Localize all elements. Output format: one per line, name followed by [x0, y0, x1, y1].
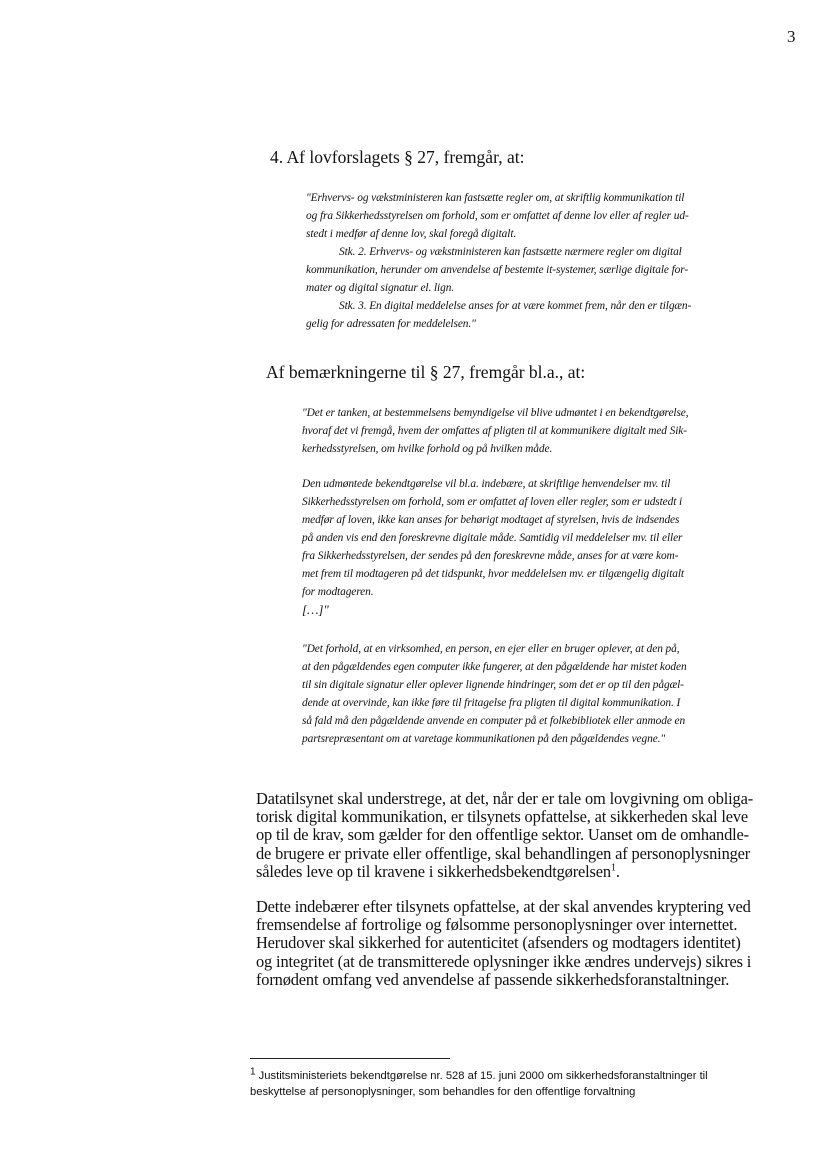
quote-line: "Erhvervs- og vækstministeren kan fastsætte regler om, at skriftlig kommunikation til: [306, 192, 685, 204]
quote-line: på anden vis end den foreskrevne digitale måde. Samtidig vil meddelelser mv. til eller: [302, 532, 683, 544]
quote-line: kommunikation, herunder om anvendelse af bestemte it-systemer, særlige digitale for-: [306, 264, 689, 276]
body-line: Datatilsynet skal understrege, at det, når der er tale om lovgivning om obliga-: [256, 789, 754, 808]
body-text: [256, 790, 791, 989]
body-line-end: .: [615, 861, 620, 881]
body-line: [256, 863, 791, 881]
quote-line: gelig for adressaten for meddelelsen.": [306, 318, 476, 330]
body-line: Herudover skal sikkerhed for autenticitet (afsenders og modtagers identitet): [256, 933, 741, 953]
section-4-heading: 4. Af lovforslagets § 27, fremgår, at:: [270, 147, 525, 167]
quote-line: stedt i medfør af denne lov, skal foregå digitalt.: [306, 228, 517, 240]
quote-line: Stk. 3. En digital meddelelse anses for at være kommet frem, når den er tilgæn-: [339, 300, 692, 312]
quote-line: at den pågældendes egen computer ikke fungerer, at den pågældende har mistet koden: [302, 661, 687, 673]
quote-line: og fra Sikkerhedsstyrelsen om forhold, som er omfattet af denne lov eller af regler ud-: [306, 210, 689, 222]
body-line: fremsendelse af fortrolige og følsomme personoplysninger over internettet.: [256, 915, 738, 935]
body-line: og integritet (at de transmitterede oplysninger ikke ændres undervejs) sikres i: [256, 951, 752, 971]
quote-line: Sikkerhedsstyrelsen om forhold, som er omfattet af loven eller regler, som er udstedt i: [302, 496, 683, 508]
law-quote: [306, 189, 796, 333]
quote-line: mater og digital signatur el. lign.: [306, 282, 455, 294]
quote-line: fra Sikkerhedsstyrelsen, der sendes på den foreskrevne måde, anses for at være kom-: [302, 550, 679, 562]
body-line: de brugere er private eller offentlige, skal behandlingen af personoplysninger: [256, 843, 751, 863]
footnote-divider: [250, 1058, 450, 1059]
body-line: torisk digital kommunikation, er tilsynets opfattelse, at sikkerheden skal leve: [256, 807, 749, 827]
quote-line: met frem til modtageren på det tidspunkt, hvor meddelelsen mv. er tilgængelig digitalt: [302, 568, 684, 580]
body-line: op til de krav, som gælder for den offentlige sektor. Uanset om de omhandle-: [256, 825, 749, 845]
page-number: 3: [787, 27, 796, 46]
quote-line: partsrepræsentant om at varetage kommunikationen på den pågældendes vegne.": [302, 733, 666, 745]
quote-line: så fald må den pågældende anvende en computer på et folkebibliotek eller anmode en: [302, 715, 686, 727]
quote-line: til sin digitale signatur eller oplever lignende hindringer, som det er op til den pågæl-: [302, 679, 684, 691]
remarks-heading: Af bemærkningerne til § 27, fremgår bl.a., at:: [266, 362, 586, 382]
quote-ellipsis: […]": [302, 602, 329, 617]
body-line: fornødent omfang ved anvendelse af passende sikkerhedsforanstaltninger.: [256, 969, 730, 989]
footnote-line: [250, 1068, 775, 1084]
quote-line: hvoraf det vi fremgå, hvem der omfattes af pligten til at kommunikere digitalt med Sik-: [302, 425, 687, 437]
footnote: [250, 1068, 775, 1100]
quote-line: Stk. 2. Erhvervs- og vækstministeren kan fastsætte nærmere regler om digital: [339, 246, 682, 258]
quote-line: kerhedsstyrelsen, om hvilke forhold og på hvilken måde.: [302, 443, 553, 455]
footnote-reference[interactable]: 1: [610, 862, 616, 874]
quote-line: "Det er tanken, at bestemmelsens bemyndigelse vil blive udmøntet i en bekendtgørelse,: [302, 407, 689, 419]
remarks-quote: [302, 404, 792, 748]
quote-line: medfør af loven, ikke kan anses for behørigt modtaget af styrelsen, hvis de indsendes: [302, 514, 680, 526]
quote-line: for modtageren.: [302, 586, 374, 598]
footnote-marker: 1: [250, 1066, 256, 1078]
quote-line: Den udmøntede bekendtgørelse vil bl.a. indebære, at skriftlige henvendelser mv. til: [302, 478, 671, 490]
footnote-text: Justitsministeriets bekendtgørelse nr. 528 af 15. juni 2000 om sikkerhedsforanstaltninger til: [258, 1070, 708, 1082]
footnote-line: beskyttelse af personoplysninger, som behandles for den offentlige forvaltning: [250, 1086, 636, 1098]
quote-line: dende at overvinde, kan ikke føre til fritagelse fra pligten til digital kommunikation. I: [302, 697, 681, 709]
body-line-text: således leve op til kravene i sikkerhedsbekendtgørelsen: [256, 861, 611, 881]
quote-line: "Det forhold, at en virksomhed, en person, en ejer eller en bruger oplever, at den på,: [302, 643, 680, 655]
body-line: Dette indebærer efter tilsynets opfattelse, at der skal anvendes kryptering ved: [256, 897, 751, 917]
